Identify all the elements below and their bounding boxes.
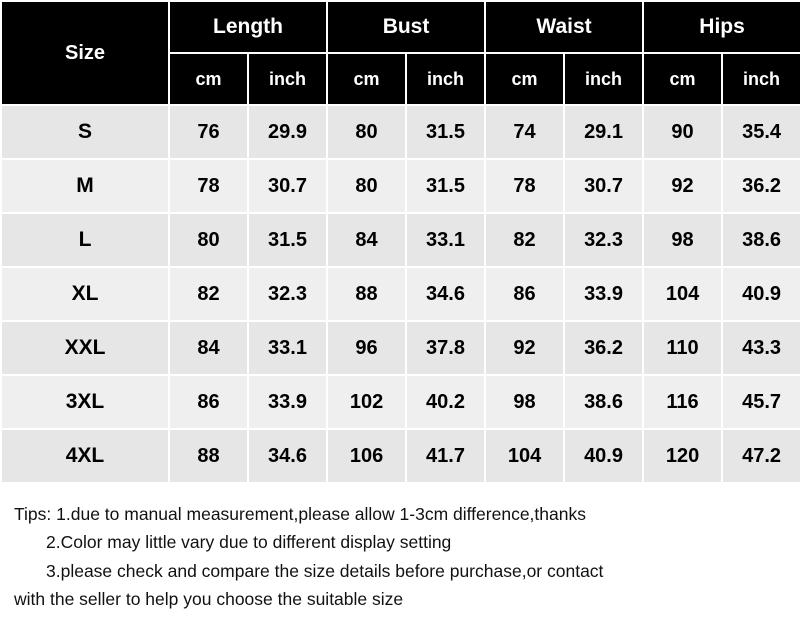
cell-waist-inch: 30.7 xyxy=(564,159,643,213)
table-body xyxy=(1,105,800,483)
cell-hips-cm: 120 xyxy=(643,429,722,483)
tips-line-3: 3.please check and compare the size details before purchase,or contact xyxy=(46,560,604,581)
cell-waist-cm: 98 xyxy=(485,375,564,429)
cell-hips-inch: 45.7 xyxy=(722,375,800,429)
table-row xyxy=(1,159,800,213)
header-row-measurements xyxy=(1,1,800,53)
table-row xyxy=(1,105,800,159)
cell-length-cm: 84 xyxy=(169,321,248,375)
table-row xyxy=(1,375,800,429)
tips-line-2: 2.Color may little vary due to different display setting xyxy=(46,532,452,553)
header-cell-hips: Hips xyxy=(643,1,800,53)
cell-length-inch: 33.1 xyxy=(248,321,327,375)
cell-bust-inch: 34.6 xyxy=(406,267,485,321)
cell-length-inch: 33.9 xyxy=(248,375,327,429)
cell-bust-cm: 80 xyxy=(327,159,406,213)
table-row xyxy=(1,267,800,321)
cell-waist-inch: 29.1 xyxy=(564,105,643,159)
tips-section xyxy=(0,484,800,613)
table-row xyxy=(1,321,800,375)
unit-cell-length-cm: cm xyxy=(169,53,248,105)
cell-waist-cm: 78 xyxy=(485,159,564,213)
row-size-label: XL xyxy=(1,267,169,321)
header-cell-bust: Bust xyxy=(327,1,485,53)
cell-waist-inch: 32.3 xyxy=(564,213,643,267)
cell-bust-cm: 106 xyxy=(327,429,406,483)
cell-length-inch: 32.3 xyxy=(248,267,327,321)
table-row xyxy=(1,429,800,483)
cell-hips-cm: 98 xyxy=(643,213,722,267)
cell-waist-cm: 92 xyxy=(485,321,564,375)
cell-hips-inch: 47.2 xyxy=(722,429,800,483)
cell-bust-cm: 88 xyxy=(327,267,406,321)
cell-bust-inch: 33.1 xyxy=(406,213,485,267)
row-size-label: XXL xyxy=(1,321,169,375)
header-cell-size: Size xyxy=(1,1,169,105)
unit-cell-hips-inch: inch xyxy=(722,53,800,105)
cell-length-inch: 31.5 xyxy=(248,213,327,267)
cell-waist-inch: 36.2 xyxy=(564,321,643,375)
cell-length-cm: 80 xyxy=(169,213,248,267)
cell-length-inch: 34.6 xyxy=(248,429,327,483)
cell-bust-cm: 102 xyxy=(327,375,406,429)
cell-waist-cm: 86 xyxy=(485,267,564,321)
cell-hips-inch: 36.2 xyxy=(722,159,800,213)
cell-waist-cm: 104 xyxy=(485,429,564,483)
row-size-label: 3XL xyxy=(1,375,169,429)
header-cell-length: Length xyxy=(169,1,327,53)
header-cell-waist: Waist xyxy=(485,1,643,53)
cell-bust-inch: 31.5 xyxy=(406,159,485,213)
unit-cell-hips-cm: cm xyxy=(643,53,722,105)
cell-length-cm: 86 xyxy=(169,375,248,429)
row-size-label: M xyxy=(1,159,169,213)
cell-hips-cm: 92 xyxy=(643,159,722,213)
cell-bust-inch: 40.2 xyxy=(406,375,485,429)
cell-hips-cm: 90 xyxy=(643,105,722,159)
cell-bust-cm: 80 xyxy=(327,105,406,159)
cell-length-inch: 30.7 xyxy=(248,159,327,213)
cell-bust-cm: 84 xyxy=(327,213,406,267)
cell-length-cm: 82 xyxy=(169,267,248,321)
unit-cell-bust-inch: inch xyxy=(406,53,485,105)
cell-length-cm: 76 xyxy=(169,105,248,159)
cell-hips-inch: 38.6 xyxy=(722,213,800,267)
row-size-label: S xyxy=(1,105,169,159)
cell-length-inch: 29.9 xyxy=(248,105,327,159)
cell-waist-cm: 74 xyxy=(485,105,564,159)
unit-cell-waist-inch: inch xyxy=(564,53,643,105)
row-size-label: 4XL xyxy=(1,429,169,483)
cell-hips-inch: 35.4 xyxy=(722,105,800,159)
cell-waist-inch: 33.9 xyxy=(564,267,643,321)
unit-cell-bust-cm: cm xyxy=(327,53,406,105)
cell-length-cm: 88 xyxy=(169,429,248,483)
table-row xyxy=(1,213,800,267)
unit-cell-waist-cm: cm xyxy=(485,53,564,105)
cell-hips-cm: 110 xyxy=(643,321,722,375)
tips-line-4: with the seller to help you choose the suitable size xyxy=(14,589,404,610)
cell-bust-cm: 96 xyxy=(327,321,406,375)
cell-waist-inch: 40.9 xyxy=(564,429,643,483)
cell-waist-cm: 82 xyxy=(485,213,564,267)
cell-bust-inch: 37.8 xyxy=(406,321,485,375)
cell-bust-inch: 41.7 xyxy=(406,429,485,483)
table-header xyxy=(1,1,800,105)
cell-hips-cm: 104 xyxy=(643,267,722,321)
cell-hips-inch: 43.3 xyxy=(722,321,800,375)
unit-cell-length-inch: inch xyxy=(248,53,327,105)
row-size-label: L xyxy=(1,213,169,267)
cell-hips-cm: 116 xyxy=(643,375,722,429)
cell-length-cm: 78 xyxy=(169,159,248,213)
tips-line-1: Tips: 1.due to manual measurement,please allow 1-3cm difference,thanks xyxy=(14,504,586,524)
cell-bust-inch: 31.5 xyxy=(406,105,485,159)
cell-waist-inch: 38.6 xyxy=(564,375,643,429)
cell-hips-inch: 40.9 xyxy=(722,267,800,321)
